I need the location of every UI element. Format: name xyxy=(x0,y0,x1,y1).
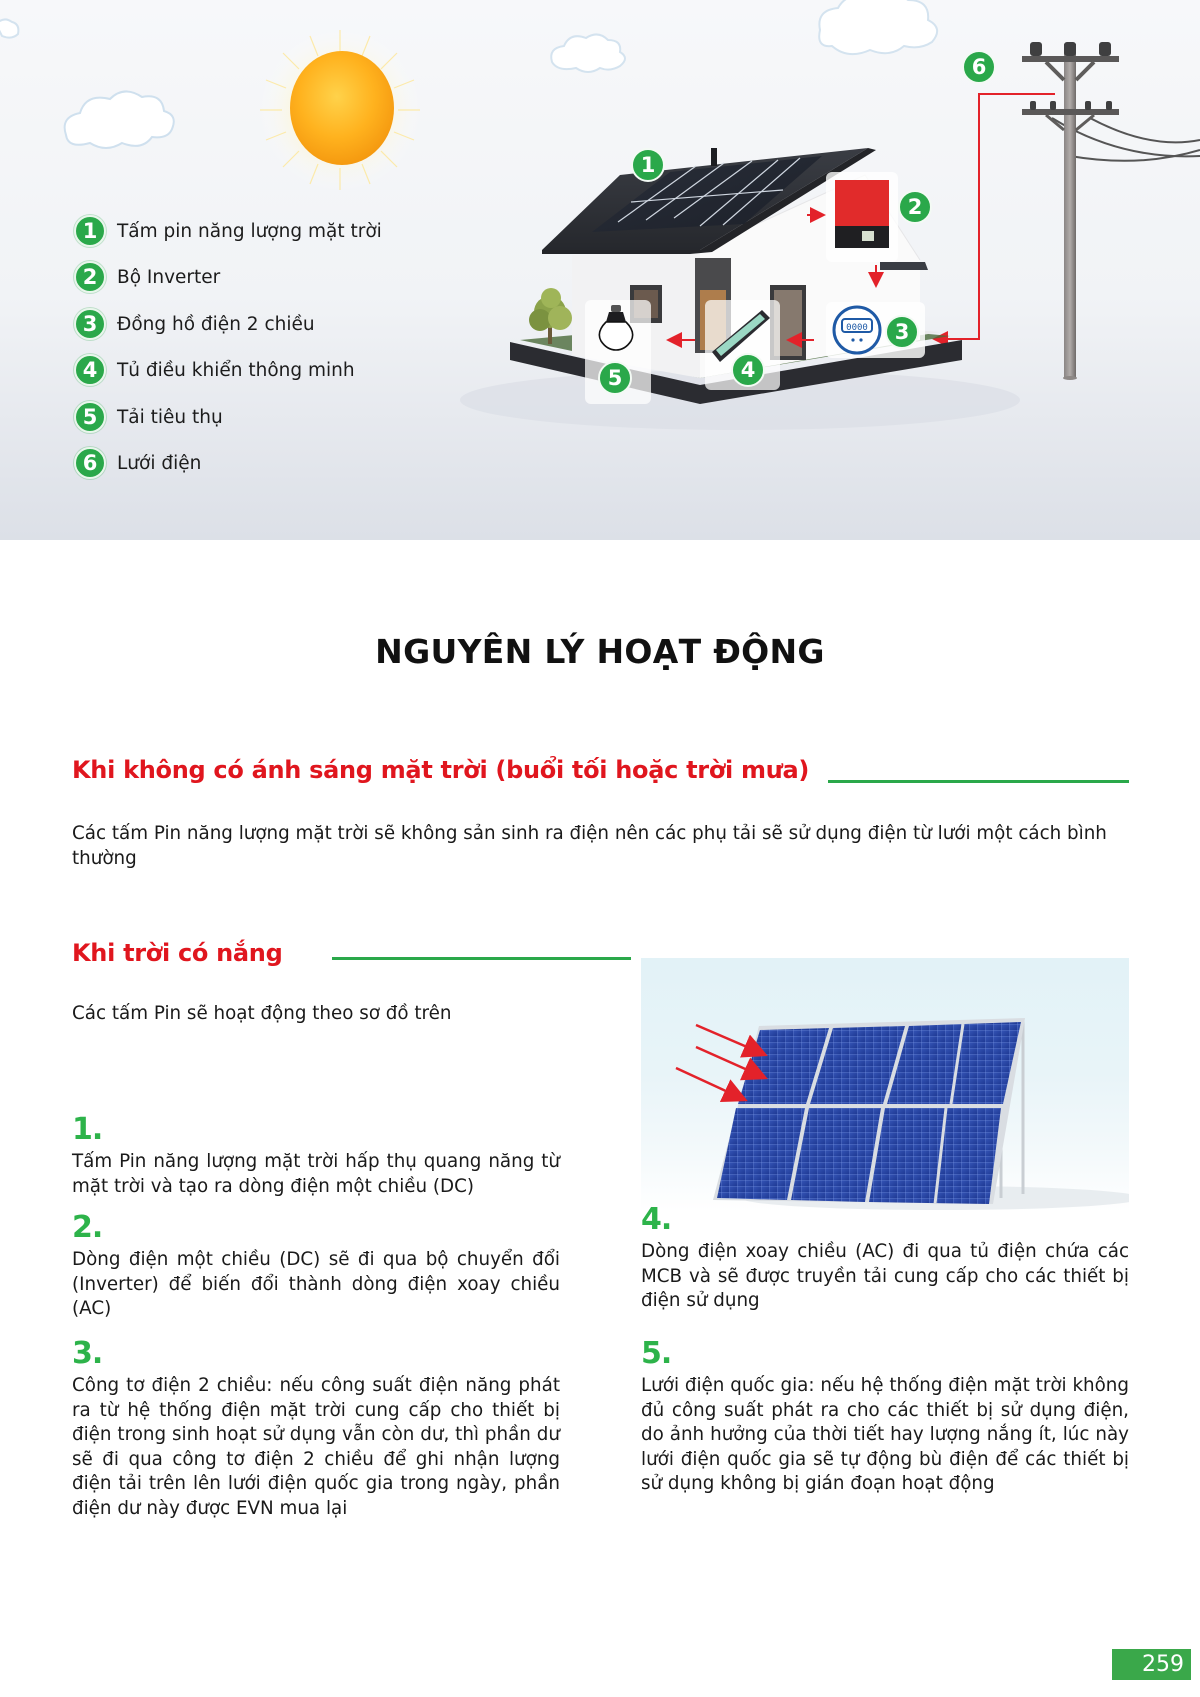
heading-divider xyxy=(332,957,631,960)
section-heading-sunny: Khi trời có nắng xyxy=(72,939,283,967)
step-number: 5. xyxy=(641,1336,672,1371)
number-badge: 2 xyxy=(74,261,106,293)
number-badge: 6 xyxy=(74,447,106,479)
cloud-icon xyxy=(819,0,937,54)
legend-label: Tấm pin năng lượng mặt trời xyxy=(117,220,382,242)
step-number: 2. xyxy=(72,1210,103,1245)
legend-label: Tải tiêu thụ xyxy=(117,406,223,428)
cloud-icon xyxy=(65,91,174,148)
inverter-card xyxy=(826,172,898,262)
cloud-icon xyxy=(0,19,18,37)
legend-item xyxy=(74,400,223,434)
step-text: Công tơ điện 2 chiều: nếu công suất điện năng phát ra từ hệ thống điện mặt trời cung cấp cho thiết bị điện trong sinh hoạt sử dụng vẫn còn dư, thì phần dư sẽ đi qua công tơ điện 2 chiều để ghi nhận lượng điện tải trên lên lưới điện quốc gia trong ngày, phần điện dư này được EVN mua lại xyxy=(72,1375,560,1519)
step-number: 4. xyxy=(641,1202,672,1237)
utility-pole-icon xyxy=(1022,42,1200,380)
diagram-badge-1: 1 xyxy=(631,148,665,182)
legend-item xyxy=(74,260,220,294)
solar-array-image xyxy=(641,958,1129,1212)
step-number: 3. xyxy=(72,1336,103,1371)
step-number: 1. xyxy=(72,1112,103,1147)
number-badge: 1 xyxy=(74,215,106,247)
diagram-badge-3: 3 xyxy=(885,315,919,349)
legend-label: Đồng hồ điện 2 chiều xyxy=(117,313,315,335)
step-text: Lưới điện quốc gia: nếu hệ thống điện mặt trời không đủ công suất phát ra cho các thiết bị sử dụng điện, do ảnh hưởng của thời tiết hay lượng nắng ít, lúc này lưới điện quốc gia sẽ tự động bù điện để các thiết bị sử dụng không bị gián đoạn hoạt động xyxy=(641,1375,1129,1494)
step-text: Tấm Pin năng lượng mặt trời hấp thụ quang năng từ mặt trời và tạo ra dòng điện một chiều (DC) xyxy=(72,1151,560,1197)
step-text: Dòng điện xoay chiều (AC) đi qua tủ điện chứa các MCB và sẽ được truyền tải cung cấp cho các thiết bị điện sử dụng xyxy=(641,1241,1129,1311)
legend-item xyxy=(74,214,382,248)
page-number: 259 xyxy=(1112,1649,1191,1680)
solar-panel-array-icon xyxy=(641,958,1129,1212)
step-text: Dòng điện một chiều (DC) sẽ đi qua bộ chuyển đổi (Inverter) để biến đổi thành dòng điện xoay chiều (AC) xyxy=(72,1249,560,1319)
cloud-icon xyxy=(551,34,625,72)
diagram-badge-2: 2 xyxy=(898,190,932,224)
number-badge: 3 xyxy=(74,308,106,340)
legend-label: Lưới điện xyxy=(117,452,202,474)
section-heading-night: Khi không có ánh sáng mặt trời (buổi tối hoặc trời mưa) xyxy=(72,756,810,784)
sun-icon xyxy=(258,28,422,192)
diagram-badge-4: 4 xyxy=(731,353,765,387)
meter-display: 0000 xyxy=(846,323,868,333)
heading-divider xyxy=(828,780,1129,783)
legend-item xyxy=(74,446,201,480)
legend-item xyxy=(74,307,315,341)
diagram-badge-5: 5 xyxy=(598,361,632,395)
page-title: NGUYÊN LÝ HOẠT ĐỘNG xyxy=(375,632,825,671)
hero-illustration xyxy=(0,0,1200,540)
number-badge: 5 xyxy=(74,401,106,433)
number-badge: 4 xyxy=(74,354,106,386)
grid-connection-line xyxy=(936,94,1055,339)
legend-label: Tủ điều khiển thông minh xyxy=(117,359,355,381)
tree-icon xyxy=(529,288,572,344)
legend-label: Bộ Inverter xyxy=(117,266,221,288)
sunny-description: Các tấm Pin sẽ hoạt động theo sơ đồ trên xyxy=(72,1003,452,1024)
diagram-badge-6: 6 xyxy=(962,50,996,84)
night-description: Các tấm Pin năng lượng mặt trời sẽ không sản sinh ra điện nên các phụ tải sẽ sử dụng điện từ lưới một cách bình thường xyxy=(72,823,1107,869)
legend-item xyxy=(74,353,355,387)
